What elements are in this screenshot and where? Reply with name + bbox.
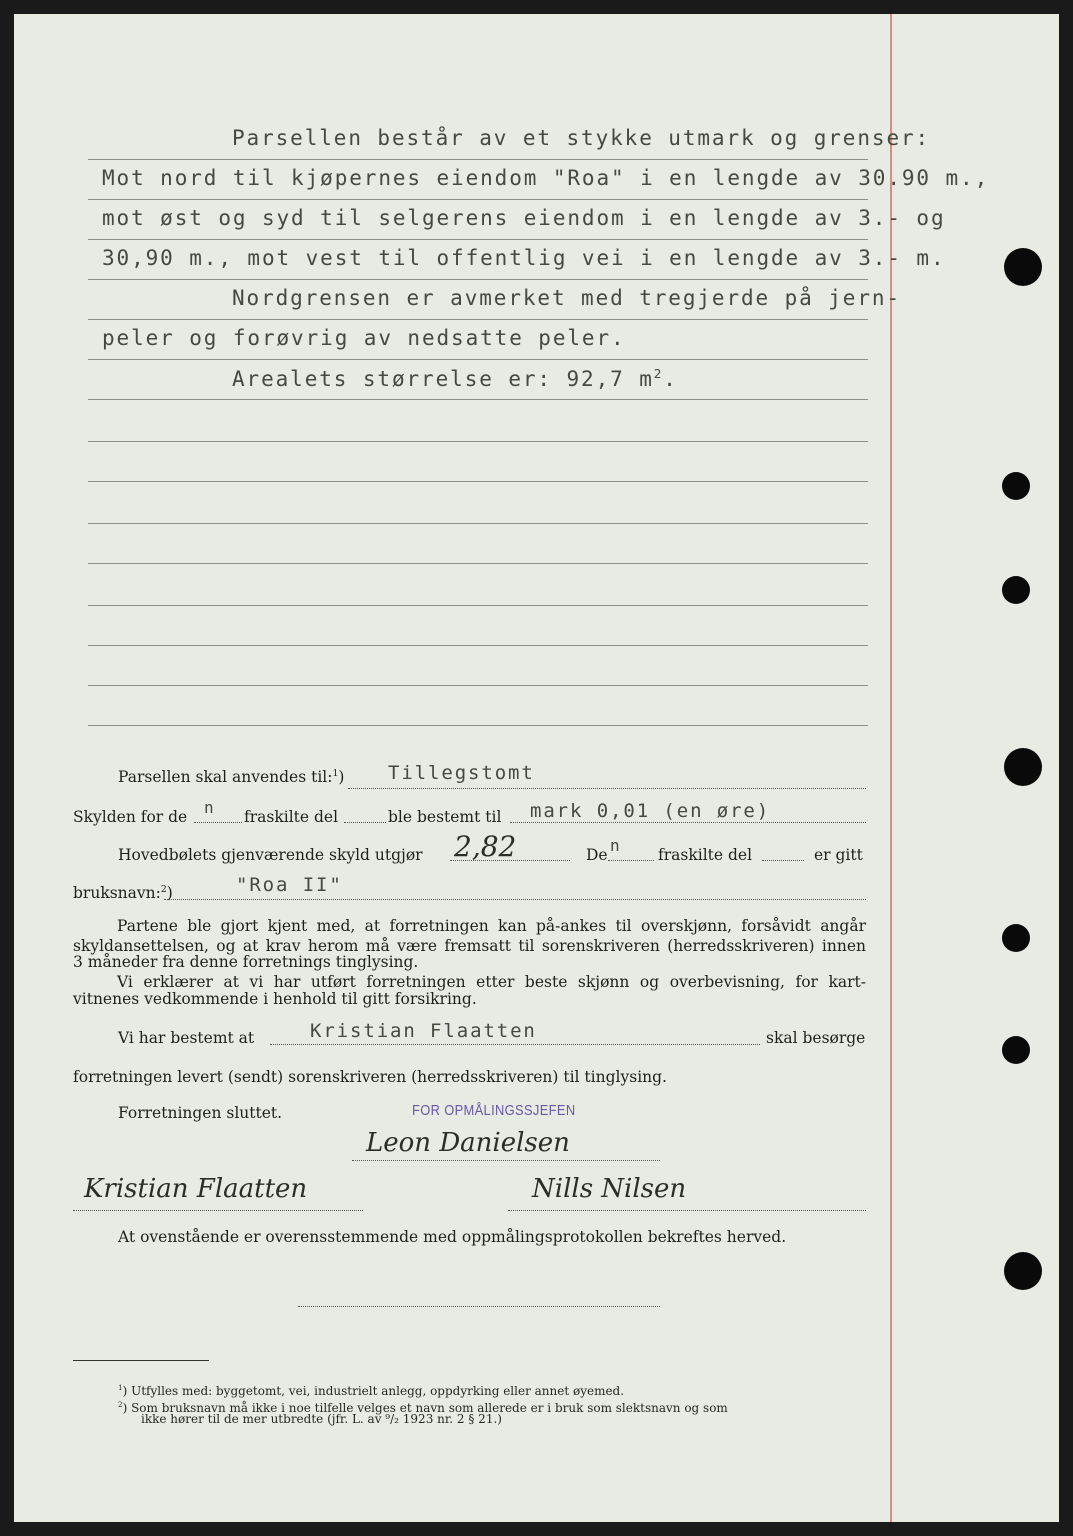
paragraph-declaration: Vi erklærer at vi har utført forretningen etter beste skjønn og overbevisning, for kart- bbox=[117, 973, 866, 991]
usage-close: ) bbox=[338, 768, 345, 787]
footnote-separator bbox=[73, 1360, 209, 1361]
signature-official-line bbox=[352, 1160, 660, 1161]
besorge-dotted bbox=[270, 1044, 760, 1045]
paragraph-declaration-last: vitnenes vedkommende i henhold til gitt forsikring. bbox=[73, 990, 477, 1008]
typed-line-4: 30,90 m., mot vest til offentlig vei i en lengde av 3.- m. bbox=[102, 246, 946, 270]
usage-label-line bbox=[118, 768, 344, 786]
skyld-mid: fraskilte del bbox=[244, 808, 339, 826]
bruksnavn-label-line bbox=[73, 884, 173, 902]
typed-area-line bbox=[232, 366, 678, 391]
skyld-sup: n bbox=[204, 798, 214, 817]
signature-official: Leon Danielsen bbox=[366, 1128, 570, 1158]
footnote-2-continuation: ikke hører til de mer utbredte (jfr. L. av ⁹/₂ 1923 nr. 2 § 21.) bbox=[141, 1412, 502, 1426]
besorge-value: Kristian Flaatten bbox=[310, 1020, 537, 1042]
footnote-1: $^1$) Utfylles med: byggetomt, vei, industrielt anlegg, oppdyrking eller annet øyemed. bbox=[118, 1383, 625, 1398]
usage-value: Tillegstomt bbox=[388, 762, 535, 784]
besorge-post: skal besørge bbox=[766, 1029, 866, 1047]
paragraph-appeal: Partene ble gjort kjent med, at forretningen kan på-ankes til overskjønn, forsåvidt angår skyldansettelsen, og at krav herom må være fremsatt til sorenskriveren (herredsskriveren) innen bbox=[73, 917, 866, 955]
binder-hole bbox=[1004, 1252, 1042, 1290]
remaining-value: 2,82 bbox=[454, 830, 517, 863]
skyld-post: ble bestemt til bbox=[388, 808, 502, 826]
certification-dotted bbox=[298, 1306, 660, 1307]
typed-line-6: peler og forøvrig av nedsatte peler. bbox=[102, 326, 626, 350]
concluded-text: Forretningen sluttet. bbox=[118, 1104, 283, 1122]
skyld-dotted-3 bbox=[510, 822, 866, 823]
remaining-label: Hovedbølets gjenværende skyld utgjør bbox=[118, 846, 423, 864]
official-stamp: FOR OPMÅLINGSSJEFEN bbox=[412, 1102, 576, 1119]
signature-witness-1: Kristian Flaatten bbox=[84, 1174, 308, 1204]
document-page bbox=[14, 14, 1059, 1522]
area-exponent: 2 bbox=[653, 366, 664, 381]
bruksnavn-dotted bbox=[164, 899, 866, 900]
bruksnavn-close: ) bbox=[166, 884, 173, 903]
typed-line-3: mot øst og syd til selgerens eiendom i en lengde av 3.- og bbox=[102, 206, 946, 230]
binder-hole bbox=[1002, 472, 1030, 500]
bruksnavn-note-ref: 2 bbox=[160, 884, 167, 895]
typed-line-1: Parsellen består av et stykke utmark og grenser: bbox=[232, 126, 931, 150]
de-mid: fraskilte del bbox=[658, 846, 753, 864]
certification-text: At ovenstående er overensstemmende med oppmålingsprotokollen bekreftes herved. bbox=[118, 1228, 787, 1246]
skyld-value: mark 0,01 (en øre) bbox=[530, 800, 771, 822]
footnote-2: $^2$) Som bruksnavn må ikke i noe tilfelle velges et navn som allerede er i bruk som slektsnavn og som bbox=[118, 1400, 728, 1415]
area-end: . bbox=[663, 367, 678, 391]
delivery-line: forretningen levert (sendt) sorenskriveren (herredsskriveren) til tinglysing. bbox=[73, 1068, 667, 1086]
skyld-dotted-2 bbox=[344, 822, 386, 823]
typed-line-2: Mot nord til kjøpernes eiendom "Roa" i en lengde av 30.90 m., bbox=[102, 166, 990, 190]
besorge-pre: Vi har bestemt at bbox=[118, 1029, 255, 1047]
skyld-pre: Skylden for de bbox=[73, 808, 188, 826]
usage-label: Parsellen skal anvendes til: bbox=[118, 768, 333, 787]
de-label: De bbox=[586, 846, 608, 864]
skyld-dotted-1 bbox=[194, 822, 242, 823]
signature-witness-1-line bbox=[73, 1210, 363, 1211]
footnote-1-marker: 1 bbox=[118, 1383, 123, 1392]
de-dotted bbox=[608, 860, 654, 861]
binder-hole bbox=[1004, 748, 1042, 786]
footnote-2-marker: 2 bbox=[118, 1400, 123, 1409]
footnote-1-text: Utfylles med: byggetomt, vei, industrielt anlegg, oppdyrking eller annet øyemed. bbox=[131, 1384, 625, 1398]
de-sup: n bbox=[610, 836, 620, 855]
binder-hole bbox=[1004, 248, 1042, 286]
footnote-2-text: Som bruksnavn må ikke i noe tilfelle velges et navn som allerede er i bruk som slektsnavn og som bbox=[131, 1401, 728, 1415]
binder-hole bbox=[1002, 1036, 1030, 1064]
binder-hole bbox=[1002, 924, 1030, 952]
signature-witness-2: Nills Nilsen bbox=[532, 1174, 687, 1204]
bruksnavn-value: "Roa II" bbox=[236, 874, 343, 896]
bruksnavn-label: bruksnavn: bbox=[73, 884, 161, 903]
margin-rule bbox=[890, 14, 892, 1522]
usage-dotted-line bbox=[348, 788, 866, 789]
de-post: er gitt bbox=[814, 846, 863, 864]
area-label: Arealets størrelse er: 92,7 m bbox=[232, 367, 654, 391]
paragraph-appeal-last: 3 måneder fra denne forretnings tinglysing. bbox=[73, 953, 419, 971]
de-dotted-2 bbox=[762, 860, 804, 861]
usage-note-ref: 1 bbox=[332, 768, 339, 779]
signature-witness-2-line bbox=[508, 1210, 866, 1211]
typed-line-5: Nordgrensen er avmerket med tregjerde på jern- bbox=[232, 286, 901, 310]
binder-hole bbox=[1002, 576, 1030, 604]
